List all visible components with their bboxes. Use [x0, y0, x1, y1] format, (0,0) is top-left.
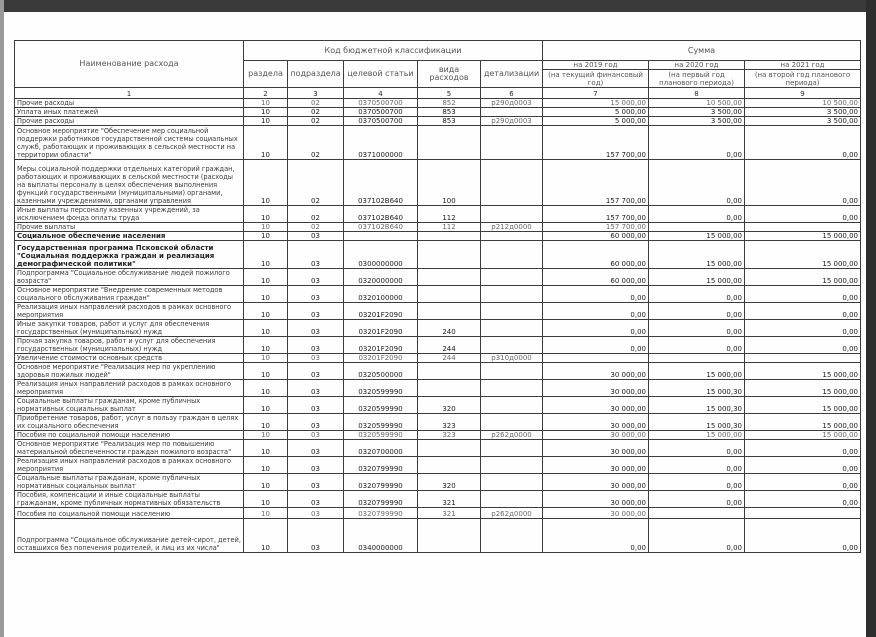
- amount-2021-cell: 0,00: [745, 474, 861, 491]
- amount-2020-cell: 15 000,00: [649, 232, 745, 241]
- expense-type-cell: [418, 269, 481, 286]
- table-row: [15, 303, 861, 320]
- section-cell: 10: [244, 397, 288, 414]
- table-row: [15, 474, 861, 491]
- amount-2019-cell: 157 700,00: [543, 160, 649, 206]
- amount-2020-cell: 0,00: [649, 440, 745, 457]
- amount-2021-cell: [745, 508, 861, 519]
- subsection-cell: 03: [288, 380, 344, 397]
- col-number: 9: [745, 88, 861, 99]
- section-cell: 10: [244, 414, 288, 431]
- expense-name-cell: Подпрограмма "Социальное обслуживание детей-сирот, детей, оставшихся без попечения родителей, и лиц из их числа": [15, 519, 244, 553]
- table-row: [15, 519, 861, 553]
- table-row: [15, 160, 861, 206]
- amount-2019-cell: 60 000,00: [543, 232, 649, 241]
- amount-2019-cell: 30 000,00: [543, 431, 649, 440]
- amount-2019-cell: 5 000,00: [543, 108, 649, 117]
- header-sum: Сумма: [543, 41, 861, 61]
- amount-2019-cell: 157 700,00: [543, 126, 649, 160]
- subsection-cell: 03: [288, 303, 344, 320]
- section-cell: 10: [244, 232, 288, 241]
- expense-name-cell: Уплата иных платежей: [15, 108, 244, 117]
- target-code-cell: 0371000000: [344, 126, 418, 160]
- amount-2019-cell: 30 000,00: [543, 414, 649, 431]
- header-year-2021: на 2021 год: [745, 61, 861, 70]
- expense-type-cell: 323: [418, 414, 481, 431]
- detail-code-cell: р212д0000: [481, 223, 543, 232]
- detail-code-cell: р262д0000: [481, 431, 543, 440]
- amount-2019-cell: 0,00: [543, 286, 649, 303]
- table-row: [15, 457, 861, 474]
- amount-2020-cell: 15 000,00: [649, 269, 745, 286]
- amount-2020-cell: 0,00: [649, 320, 745, 337]
- target-code-cell: 0320599990: [344, 380, 418, 397]
- amount-2020-cell: 3 500,00: [649, 108, 745, 117]
- expense-type-cell: [418, 457, 481, 474]
- expense-type-cell: 321: [418, 508, 481, 519]
- table-row: [15, 363, 861, 380]
- expense-name-cell: Иные закупки товаров, работ и услуг для обеспечения государственных (муниципальных) нужд: [15, 320, 244, 337]
- target-code-cell: 03201F2090: [344, 320, 418, 337]
- amount-2021-cell: 15 000,00: [745, 414, 861, 431]
- amount-2019-cell: 0,00: [543, 519, 649, 553]
- header-year-2019: на 2019 год: [543, 61, 649, 70]
- amount-2021-cell: 0,00: [745, 491, 861, 508]
- amount-2021-cell: 10 500,00: [745, 99, 861, 108]
- expense-type-cell: [418, 303, 481, 320]
- header-exp-type: вида расходов: [418, 61, 481, 88]
- amount-2020-cell: 10 500,00: [649, 99, 745, 108]
- budget-table: [14, 40, 861, 553]
- scan-border-right: [866, 0, 876, 637]
- amount-2019-cell: 30 000,00: [543, 440, 649, 457]
- table-row: [15, 269, 861, 286]
- expense-type-cell: [418, 286, 481, 303]
- header-subsection: подраздела: [288, 61, 344, 88]
- expense-type-cell: 244: [418, 337, 481, 354]
- col-number: 4: [344, 88, 418, 99]
- section-cell: 10: [244, 337, 288, 354]
- section-cell: 10: [244, 206, 288, 223]
- table-row: [15, 108, 861, 117]
- expense-type-cell: 853: [418, 108, 481, 117]
- section-cell: 10: [244, 160, 288, 206]
- detail-code-cell: [481, 457, 543, 474]
- section-cell: 10: [244, 431, 288, 440]
- expense-name-cell: Государственная программа Псковской области "Социальная поддержка граждан и реализация демографической политики": [15, 241, 244, 269]
- section-cell: 10: [244, 241, 288, 269]
- amount-2019-cell: 30 000,00: [543, 508, 649, 519]
- expense-name-cell: Основное мероприятие "Реализация мер по укреплению здоровья пожилых людей": [15, 363, 244, 380]
- amount-2019-cell: 30 000,00: [543, 397, 649, 414]
- amount-2021-cell: [745, 354, 861, 363]
- amount-2020-cell: [649, 508, 745, 519]
- subsection-cell: 03: [288, 440, 344, 457]
- header-year-2020: на 2020 год: [649, 61, 745, 70]
- subsection-cell: 03: [288, 354, 344, 363]
- expense-name-cell: Подпрограмма "Социальное обслуживание людей пожилого возраста": [15, 269, 244, 286]
- expense-type-cell: 852: [418, 99, 481, 108]
- section-cell: 10: [244, 223, 288, 232]
- subsection-cell: 02: [288, 206, 344, 223]
- scan-border-left: [0, 0, 4, 637]
- detail-code-cell: [481, 108, 543, 117]
- amount-2021-cell: 0,00: [745, 337, 861, 354]
- amount-2020-cell: 0,00: [649, 286, 745, 303]
- amount-2020-cell: 3 500,00: [649, 117, 745, 126]
- detail-code-cell: [481, 241, 543, 269]
- table-row: [15, 431, 861, 440]
- expense-name-cell: Иные выплаты персоналу казенных учреждений, за исключением фонда оплаты труда: [15, 206, 244, 223]
- detail-code-cell: [481, 303, 543, 320]
- expense-name-cell: Прочие выплаты: [15, 223, 244, 232]
- target-code-cell: 0320599990: [344, 414, 418, 431]
- expense-type-cell: [418, 232, 481, 241]
- amount-2020-cell: 0,00: [649, 303, 745, 320]
- expense-name-cell: Основное мероприятие "Внедрение современных методов социального обслуживания граждан": [15, 286, 244, 303]
- expense-name-cell: Прочие расходы: [15, 99, 244, 108]
- section-cell: 10: [244, 303, 288, 320]
- amount-2020-cell: 0,00: [649, 491, 745, 508]
- amount-2019-cell: [543, 354, 649, 363]
- subsection-cell: 03: [288, 337, 344, 354]
- expense-type-cell: 112: [418, 206, 481, 223]
- amount-2019-cell: 60 000,00: [543, 241, 649, 269]
- amount-2019-cell: 60 000,00: [543, 269, 649, 286]
- expense-type-cell: 244: [418, 354, 481, 363]
- section-cell: 10: [244, 126, 288, 160]
- column-number-row: [15, 88, 861, 99]
- expense-type-cell: 321: [418, 491, 481, 508]
- header-year-2020-sub: (на первый год планового периода): [649, 70, 745, 88]
- amount-2021-cell: 15 000,00: [745, 397, 861, 414]
- target-code-cell: 0320500000: [344, 363, 418, 380]
- expense-name-cell: Реализация иных направлений расходов в рамках основного мероприятия: [15, 303, 244, 320]
- expense-type-cell: 112: [418, 223, 481, 232]
- target-code-cell: [344, 232, 418, 241]
- amount-2020-cell: 15 000,30: [649, 414, 745, 431]
- subsection-cell: 03: [288, 474, 344, 491]
- detail-code-cell: [481, 126, 543, 160]
- subsection-cell: 03: [288, 232, 344, 241]
- amount-2020-cell: 0,00: [649, 160, 745, 206]
- expense-type-cell: 100: [418, 160, 481, 206]
- section-cell: 10: [244, 286, 288, 303]
- amount-2020-cell: 15 000,30: [649, 380, 745, 397]
- target-code-cell: 0320599990: [344, 397, 418, 414]
- detail-code-cell: [481, 363, 543, 380]
- subsection-cell: 02: [288, 99, 344, 108]
- table-row: [15, 508, 861, 519]
- section-cell: 10: [244, 474, 288, 491]
- expense-type-cell: 240: [418, 320, 481, 337]
- expense-type-cell: 323: [418, 431, 481, 440]
- amount-2019-cell: 30 000,00: [543, 380, 649, 397]
- amount-2021-cell: 15 000,00: [745, 363, 861, 380]
- amount-2020-cell: 0,00: [649, 206, 745, 223]
- subsection-cell: 03: [288, 320, 344, 337]
- amount-2021-cell: [745, 223, 861, 232]
- section-cell: 10: [244, 440, 288, 457]
- detail-code-cell: [481, 491, 543, 508]
- table-row: [15, 126, 861, 160]
- expense-name-cell: Основное мероприятие "Обеспечение мер социальной поддержки работников государственной системы социальных служб, работающих и проживающих в сельской местности на территории области": [15, 126, 244, 160]
- expense-name-cell: Социальные выплаты гражданам, кроме публичных нормативных социальных выплат: [15, 474, 244, 491]
- target-code-cell: 0320799990: [344, 457, 418, 474]
- target-code-cell: 0320799990: [344, 491, 418, 508]
- scan-border-top: [0, 0, 876, 12]
- target-code-cell: 037102В640: [344, 223, 418, 232]
- section-cell: 10: [244, 354, 288, 363]
- table-row: [15, 320, 861, 337]
- target-code-cell: 0370500700: [344, 117, 418, 126]
- detail-code-cell: [481, 440, 543, 457]
- header-section: раздела: [244, 61, 288, 88]
- amount-2020-cell: 0,00: [649, 457, 745, 474]
- subsection-cell: 02: [288, 117, 344, 126]
- expense-type-cell: [418, 363, 481, 380]
- subsection-cell: 03: [288, 269, 344, 286]
- expense-name-cell: Меры социальной поддержки отдельных категорий граждан, работающих и проживающих в сельской местности (расходы на выплаты персоналу в целях обеспечения выполнения функций государственными (муниципальными) органами, казенными учреждениями, органами управления: [15, 160, 244, 206]
- table-row: [15, 337, 861, 354]
- amount-2021-cell: 15 000,00: [745, 241, 861, 269]
- subsection-cell: 03: [288, 519, 344, 553]
- detail-code-cell: [481, 380, 543, 397]
- detail-code-cell: [481, 269, 543, 286]
- header-name: Наименование расхода: [15, 41, 244, 88]
- amount-2020-cell: 15 000,00: [649, 431, 745, 440]
- expense-name-cell: Социальное обеспечение населения: [15, 232, 244, 241]
- subsection-cell: 02: [288, 160, 344, 206]
- subsection-cell: 03: [288, 491, 344, 508]
- expense-name-cell: Пособия по социальной помощи населению: [15, 508, 244, 519]
- col-number: 1: [15, 88, 244, 99]
- detail-code-cell: [481, 414, 543, 431]
- section-cell: 10: [244, 363, 288, 380]
- subsection-cell: 03: [288, 508, 344, 519]
- target-code-cell: 03201F2090: [344, 337, 418, 354]
- detail-code-cell: [481, 232, 543, 241]
- col-number: 3: [288, 88, 344, 99]
- table-row: [15, 354, 861, 363]
- col-number: 6: [481, 88, 543, 99]
- detail-code-cell: р262д0000: [481, 508, 543, 519]
- subsection-cell: 03: [288, 457, 344, 474]
- target-code-cell: 0320599990: [344, 431, 418, 440]
- detail-code-cell: р290д0003: [481, 99, 543, 108]
- target-code-cell: 037102В640: [344, 160, 418, 206]
- expense-name-cell: Приобретение товаров, работ, услуг в пользу граждан в целях их социального обеспечения: [15, 414, 244, 431]
- col-number: 7: [543, 88, 649, 99]
- detail-code-cell: р310д0000: [481, 354, 543, 363]
- amount-2021-cell: 15 000,00: [745, 232, 861, 241]
- table-row: [15, 99, 861, 108]
- expense-type-cell: [418, 126, 481, 160]
- header-year-2021-sub: (на второй год планового периода): [745, 70, 861, 88]
- subsection-cell: 03: [288, 241, 344, 269]
- target-code-cell: 0340000000: [344, 519, 418, 553]
- target-code-cell: 0320799990: [344, 508, 418, 519]
- col-number: 5: [418, 88, 481, 99]
- table-row: [15, 380, 861, 397]
- amount-2020-cell: 0,00: [649, 474, 745, 491]
- amount-2021-cell: 15 000,00: [745, 269, 861, 286]
- section-cell: 10: [244, 269, 288, 286]
- subsection-cell: 03: [288, 286, 344, 303]
- table-row: [15, 206, 861, 223]
- target-code-cell: 03201F2090: [344, 303, 418, 320]
- expense-name-cell: Пособия, компенсации и иные социальные выплаты гражданам, кроме публичных нормативных обязательств: [15, 491, 244, 508]
- detail-code-cell: [481, 286, 543, 303]
- expense-name-cell: Основное мероприятие "Реализация мер по повышению материальной обеспеченности граждан пожилого возраста": [15, 440, 244, 457]
- expense-name-cell: Пособия по социальной помощи населению: [15, 431, 244, 440]
- expense-name-cell: Увеличение стоимости основных средств: [15, 354, 244, 363]
- table-row: [15, 117, 861, 126]
- col-number: 8: [649, 88, 745, 99]
- subsection-cell: 03: [288, 397, 344, 414]
- detail-code-cell: [481, 519, 543, 553]
- amount-2019-cell: 0,00: [543, 303, 649, 320]
- table-row: [15, 286, 861, 303]
- section-cell: 10: [244, 519, 288, 553]
- amount-2019-cell: 0,00: [543, 337, 649, 354]
- target-code-cell: 03201F2090: [344, 354, 418, 363]
- table-row: [15, 414, 861, 431]
- header-target: целевой статьи: [344, 61, 418, 88]
- header-detail: детализации: [481, 61, 543, 88]
- expense-name-cell: Прочие расходы: [15, 117, 244, 126]
- subsection-cell: 02: [288, 223, 344, 232]
- amount-2019-cell: 30 000,00: [543, 363, 649, 380]
- amount-2020-cell: [649, 354, 745, 363]
- amount-2019-cell: 0,00: [543, 320, 649, 337]
- target-code-cell: 037102В640: [344, 206, 418, 223]
- detail-code-cell: [481, 160, 543, 206]
- expense-type-cell: [418, 380, 481, 397]
- detail-code-cell: [481, 206, 543, 223]
- amount-2019-cell: 30 000,00: [543, 474, 649, 491]
- expense-type-cell: [418, 440, 481, 457]
- detail-code-cell: [481, 474, 543, 491]
- expense-type-cell: 320: [418, 397, 481, 414]
- detail-code-cell: р290д0003: [481, 117, 543, 126]
- amount-2021-cell: 15 000,00: [745, 380, 861, 397]
- detail-code-cell: [481, 337, 543, 354]
- table-row: [15, 241, 861, 269]
- expense-type-cell: 853: [418, 117, 481, 126]
- subsection-cell: 03: [288, 431, 344, 440]
- section-cell: 10: [244, 380, 288, 397]
- amount-2019-cell: 30 000,00: [543, 457, 649, 474]
- amount-2019-cell: 30 000,00: [543, 491, 649, 508]
- amount-2020-cell: 0,00: [649, 337, 745, 354]
- expense-type-cell: [418, 241, 481, 269]
- section-cell: 10: [244, 117, 288, 126]
- amount-2021-cell: 3 500,00: [745, 108, 861, 117]
- amount-2021-cell: 15 000,00: [745, 431, 861, 440]
- amount-2021-cell: 0,00: [745, 519, 861, 553]
- amount-2021-cell: 0,00: [745, 303, 861, 320]
- expense-type-cell: [418, 519, 481, 553]
- table-row: [15, 223, 861, 232]
- target-code-cell: 0320000000: [344, 269, 418, 286]
- expense-type-cell: 320: [418, 474, 481, 491]
- target-code-cell: 0300000000: [344, 241, 418, 269]
- subsection-cell: 03: [288, 414, 344, 431]
- expense-name-cell: Социальные выплаты гражданам, кроме публичных нормативных социальных выплат: [15, 397, 244, 414]
- amount-2021-cell: 0,00: [745, 320, 861, 337]
- amount-2020-cell: 15 000,00: [649, 363, 745, 380]
- section-cell: 10: [244, 99, 288, 108]
- table-row: [15, 232, 861, 241]
- amount-2021-cell: 0,00: [745, 126, 861, 160]
- table-row: [15, 440, 861, 457]
- amount-2021-cell: 0,00: [745, 206, 861, 223]
- amount-2021-cell: 0,00: [745, 160, 861, 206]
- amount-2021-cell: 3 500,00: [745, 117, 861, 126]
- target-code-cell: 0370500700: [344, 99, 418, 108]
- target-code-cell: 0320700000: [344, 440, 418, 457]
- col-number: 2: [244, 88, 288, 99]
- section-cell: 10: [244, 457, 288, 474]
- section-cell: 10: [244, 320, 288, 337]
- target-code-cell: 0320799990: [344, 474, 418, 491]
- amount-2021-cell: 0,00: [745, 457, 861, 474]
- amount-2019-cell: 157 700,00: [543, 206, 649, 223]
- expense-name-cell: Реализация иных направлений расходов в рамках основного мероприятия: [15, 457, 244, 474]
- amount-2021-cell: 0,00: [745, 286, 861, 303]
- amount-2020-cell: 0,00: [649, 519, 745, 553]
- section-cell: 10: [244, 108, 288, 117]
- detail-code-cell: [481, 397, 543, 414]
- subsection-cell: 03: [288, 363, 344, 380]
- subsection-cell: 02: [288, 126, 344, 160]
- detail-code-cell: [481, 320, 543, 337]
- table-row: [15, 491, 861, 508]
- amount-2020-cell: 0,00: [649, 126, 745, 160]
- subsection-cell: 02: [288, 108, 344, 117]
- expense-name-cell: Реализация иных направлений расходов в рамках основного мероприятия: [15, 380, 244, 397]
- amount-2021-cell: 0,00: [745, 440, 861, 457]
- target-code-cell: 0320100000: [344, 286, 418, 303]
- table-body: [15, 99, 861, 553]
- header-kbk: Код бюджетной классификации: [244, 41, 543, 61]
- amount-2019-cell: 157 700,00: [543, 223, 649, 232]
- section-cell: 10: [244, 508, 288, 519]
- amount-2020-cell: 15 000,00: [649, 241, 745, 269]
- amount-2020-cell: [649, 223, 745, 232]
- expense-name-cell: Прочая закупка товаров, работ и услуг для обеспечения государственных (муниципальных) нужд: [15, 337, 244, 354]
- amount-2020-cell: 15 000,30: [649, 397, 745, 414]
- section-cell: 10: [244, 491, 288, 508]
- amount-2019-cell: 5 000,00: [543, 117, 649, 126]
- table-row: [15, 397, 861, 414]
- amount-2019-cell: 15 000,00: [543, 99, 649, 108]
- target-code-cell: 0370500700: [344, 108, 418, 117]
- header-year-2019-sub: (на текущий финансовый год): [543, 70, 649, 88]
